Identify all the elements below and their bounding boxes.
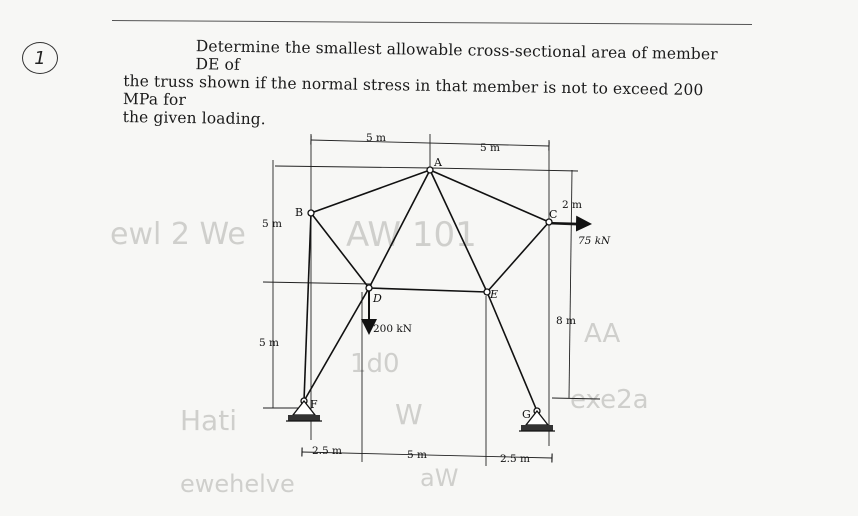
node-label-c: C bbox=[549, 208, 558, 221]
node-label-b: B bbox=[295, 206, 304, 219]
node-label-g: G bbox=[522, 408, 531, 421]
joint-d bbox=[366, 285, 372, 291]
joint-b bbox=[308, 210, 314, 216]
dim-right-small: 2 m bbox=[562, 199, 582, 211]
node-label-d: D bbox=[373, 292, 382, 305]
dim-bottom-mid: 5 m bbox=[407, 449, 427, 461]
node-label-e: E bbox=[490, 288, 499, 301]
load-label-d: 200 kN bbox=[373, 323, 412, 335]
node-label-f: F bbox=[310, 398, 318, 411]
joint-a bbox=[427, 167, 433, 173]
ghost-text-3: 1d0 bbox=[350, 349, 400, 379]
problem-number: 1 bbox=[22, 42, 58, 74]
dim-left-lower: 5 m bbox=[259, 337, 279, 349]
ghost-text-2: AW 101 bbox=[346, 215, 477, 255]
ghost-text-7: ewehelve bbox=[180, 470, 295, 498]
ghost-text-6: W bbox=[395, 398, 423, 431]
ghost-text-5: Hati bbox=[180, 404, 237, 437]
ghost-text-1: ewl 2 We bbox=[110, 217, 246, 252]
ghost-text-9: exe2a bbox=[570, 385, 649, 415]
truss-members bbox=[304, 170, 549, 411]
ghost-text-4: AA bbox=[584, 319, 621, 349]
dim-bottom-left: 2.5 m bbox=[312, 445, 342, 457]
load-label-c: 75 kN bbox=[578, 235, 611, 247]
problem-line-1: Determine the smallest allowable cross-sectional area of member DE of bbox=[195, 37, 718, 74]
problem-line-3: the given loading. bbox=[122, 107, 266, 129]
dim-left-upper: 5 m bbox=[262, 218, 282, 230]
load-arrow-c bbox=[552, 223, 590, 224]
dim-right-large: 8 m bbox=[556, 315, 576, 327]
node-label-a: A bbox=[434, 156, 442, 169]
dim-bottom-right: 2.5 m bbox=[500, 453, 530, 465]
ghost-text-8: aW bbox=[420, 464, 459, 492]
dim-top-left: 5 m bbox=[366, 132, 386, 144]
problem-line-2: the truss shown if the normal stress in that member is not to exceed 200 MPa for bbox=[122, 71, 704, 109]
dim-top-right: 5 m bbox=[480, 142, 500, 154]
ghost-writing bbox=[110, 215, 649, 498]
